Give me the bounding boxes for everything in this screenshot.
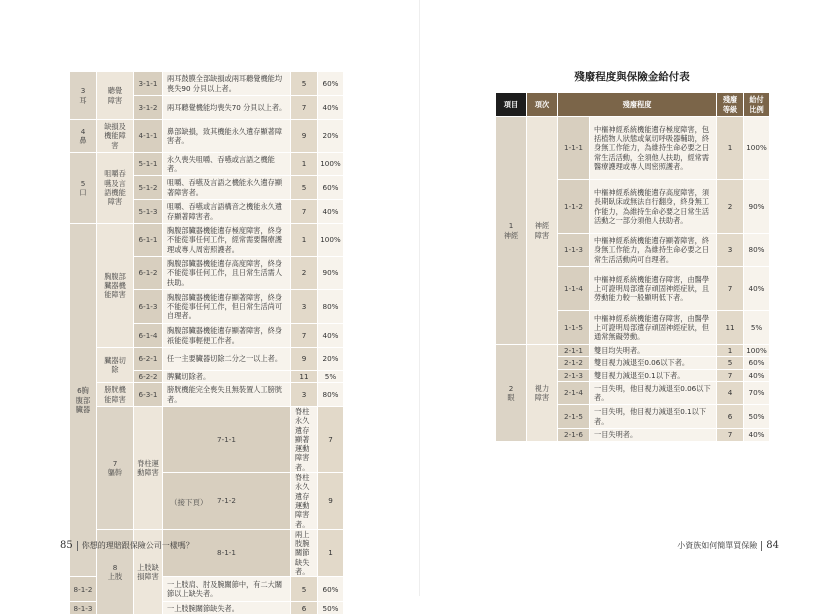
- row-pct: 40%: [318, 200, 344, 224]
- row-level: 3: [717, 234, 744, 267]
- row-pct: 5%: [744, 311, 770, 345]
- row-pct: 80%: [318, 383, 344, 407]
- row-desc: 兩耳鼓膜全部缺損或兩耳聽覺機能均喪失90 分貝以上者。: [163, 72, 291, 96]
- row-code: 6-1-3: [134, 290, 163, 324]
- row-pct: 50%: [318, 602, 344, 615]
- left-disability-table: [69, 71, 344, 615]
- header-desc: 殘廢程度: [558, 93, 717, 117]
- sub-limb-defect: 上肢缺 損障害: [134, 529, 163, 614]
- row-pct: 60%: [318, 176, 344, 200]
- right-disability-table: [495, 92, 770, 442]
- row-level: 7: [318, 407, 344, 473]
- row-code: 6-1-4: [134, 324, 163, 348]
- row-code: 2-1-6: [558, 429, 590, 442]
- row-pct: 100%: [318, 153, 344, 176]
- item-ear: 3 耳: [70, 72, 97, 120]
- row-desc: 脾臟切除者。: [163, 371, 291, 383]
- table-row: [70, 348, 344, 371]
- row-code: 5-1-2: [134, 176, 163, 200]
- row-level: 9: [318, 473, 344, 530]
- table-row: [70, 224, 344, 257]
- row-pct: 20%: [318, 120, 344, 153]
- row-desc: 胸腹部臟器機能遺存顯著障害，終身不能從事任何工作，但日常生活尚可自理者。: [163, 290, 291, 324]
- row-desc: 中樞神經系統機能遺存極度障害，包括植物人狀態或氣切呼吸器輔助，終身無工作能力，為維持生命必要之日常生活活動，全須他人扶助，經常需醫療護理或專人周密照護者。: [590, 117, 717, 180]
- row-pct: 40%: [744, 370, 770, 382]
- row-level: 7: [291, 324, 318, 348]
- row-desc: 一目失明者。: [590, 429, 717, 442]
- row-code: 2-1-2: [558, 357, 590, 370]
- row-level: 6: [291, 602, 318, 615]
- row-level: 6: [717, 405, 744, 429]
- row-pct: 40%: [318, 96, 344, 120]
- item-mouth: 5 口: [70, 153, 97, 224]
- row-pct: 60%: [318, 72, 344, 96]
- row-desc: 中樞神經系統機能遺存障害，由醫學上可證明局部遺存頑固神經症狀，但通常無礙勞動。: [590, 311, 717, 345]
- row-desc: 一目失明，他目視力減退至0.06以下者。: [590, 382, 717, 405]
- page-number-left: 85: [60, 540, 73, 551]
- row-desc: 膀胱機能完全喪失且無裝置人工膀胱者。: [163, 383, 291, 407]
- row-desc: 胸腹部臟器機能遺存高度障害，終身不能從事任何工作，且日常生活需人扶助。: [163, 257, 291, 290]
- row-level: 9: [291, 120, 318, 153]
- row-code: 4-1-1: [134, 120, 163, 153]
- row-level: 5: [291, 577, 318, 602]
- header-level: 殘廢 等級: [717, 93, 744, 117]
- row-code: 1-1-4: [558, 267, 590, 311]
- row-pct: 60%: [744, 357, 770, 370]
- row-code: 8-1-1: [163, 529, 291, 576]
- row-desc: 一上肢腕關節缺失者。: [163, 602, 291, 615]
- footer-text-left: 你想的理賠跟保險公司一樣嗎？: [81, 541, 194, 550]
- sub-organ-func: 胸腹部 臟器機 能障害: [97, 224, 134, 348]
- table-row: [70, 529, 344, 576]
- row-pct: 90%: [744, 180, 770, 234]
- row-code: 2-1-3: [558, 370, 590, 382]
- sub-bladder: 膀胱機 能障害: [97, 383, 134, 407]
- row-desc: 咀嚼、吞嚥及言語之機能永久遺存顯著障害者。: [163, 176, 291, 200]
- sub-chew: 咀嚼吞 嚥及言 語機能 障害: [97, 153, 134, 224]
- item-organs: 6胸 腹部 臟器: [70, 224, 97, 577]
- row-code: 5-1-1: [134, 153, 163, 176]
- item-upper-limb: 8 上肢: [97, 529, 134, 614]
- item-nose: 4 鼻: [70, 120, 97, 153]
- row-code: 7-1-2: [163, 473, 291, 530]
- row-pct: 100%: [744, 345, 770, 357]
- row-level: 7: [717, 429, 744, 442]
- row-code: 6-2-1: [134, 348, 163, 371]
- row-code: 6-2-2: [134, 371, 163, 383]
- row-pct: 50%: [744, 405, 770, 429]
- row-desc: 脊柱永久遺存運動障害者。: [291, 473, 318, 530]
- row-desc: 雙目視力減退至0.1以下者。: [590, 370, 717, 382]
- row-desc: 一目失明，他目視力減退至0.1以下者。: [590, 405, 717, 429]
- header-item: 項目: [496, 93, 527, 117]
- row-pct: 80%: [318, 290, 344, 324]
- row-code: 1-1-1: [558, 117, 590, 180]
- row-desc: 永久喪失咀嚼、吞嚥或言語之機能者。: [163, 153, 291, 176]
- row-pct: 60%: [318, 577, 344, 602]
- row-code: 8-1-2: [70, 577, 97, 602]
- row-desc: 任一主要臟器切除二分之一以上者。: [163, 348, 291, 371]
- item-eye: 2 眼: [496, 345, 527, 442]
- table-row: [496, 345, 770, 357]
- row-level: 4: [717, 382, 744, 405]
- row-desc: 雙目均失明者。: [590, 345, 717, 357]
- row-pct: 40%: [744, 267, 770, 311]
- row-level: 5: [717, 357, 744, 370]
- row-code: 6-3-1: [134, 383, 163, 407]
- row-desc: 兩上肢腕關節缺失者。: [291, 529, 318, 576]
- row-desc: 一上肢肩、肘及腕關節中，有二大關節以上缺失者。: [163, 577, 291, 602]
- row-code: 7-1-1: [163, 407, 291, 473]
- row-desc: 胸腹部臟器機能遺存顯著障害，終身祇能從事輕便工作者。: [163, 324, 291, 348]
- footer-text-right: 小資族如何簡單買保險: [677, 541, 758, 550]
- row-level: 3: [291, 383, 318, 407]
- row-pct: 100%: [744, 117, 770, 180]
- row-desc: 鼻部缺損，致其機能永久遺存顯著障害者。: [163, 120, 291, 153]
- row-code: 2-1-5: [558, 405, 590, 429]
- header-pct: 給付 比例: [744, 93, 770, 117]
- row-desc: 中樞神經系統機能遺存高度障害，須長期臥床或無法自行翻身，終身無工作能力，為維持生命必要之日常生活活動之一部分須他人扶助者。: [590, 180, 717, 234]
- sub-spine: 脊柱運 動障害: [134, 407, 163, 530]
- row-code: 1-1-2: [558, 180, 590, 234]
- table-row: [496, 117, 770, 180]
- row-code: 2-1-1: [558, 345, 590, 357]
- row-level: 7: [291, 200, 318, 224]
- row-level: 3: [291, 290, 318, 324]
- row-pct: 90%: [318, 257, 344, 290]
- table-header-row: [496, 93, 770, 117]
- item-nerve: 1 神經: [496, 117, 527, 345]
- table-row: [70, 72, 344, 96]
- row-level: 11: [717, 311, 744, 345]
- continue-note: （接下頁）: [170, 498, 208, 507]
- row-pct: 5%: [318, 371, 344, 383]
- row-level: 1: [291, 153, 318, 176]
- row-level: 2: [291, 257, 318, 290]
- footer-left: [60, 540, 194, 551]
- row-level: 5: [291, 176, 318, 200]
- row-pct: 100%: [318, 224, 344, 257]
- sub-nerve: 神經 障害: [527, 117, 558, 345]
- sub-organ-cut: 臟器切 除: [97, 348, 134, 383]
- row-desc: 胸腹部臟器機能遺存極度障害，終身不能從事任何工作，經常需要醫療護理或專人周密照護者。: [163, 224, 291, 257]
- page-title: 殘廢程度與保險金給付表: [574, 71, 690, 83]
- row-desc: 兩耳聽覺機能均喪失70 分貝以上者。: [163, 96, 291, 120]
- sub-hearing: 聽覺 障害: [97, 72, 134, 120]
- row-pct: 40%: [744, 429, 770, 442]
- header-code: 項次: [527, 93, 558, 117]
- row-level: 1: [717, 345, 744, 357]
- row-desc: 咀嚼、吞嚥或言語構音之機能永久遺存顯著障害者。: [163, 200, 291, 224]
- row-code: 1-1-3: [558, 234, 590, 267]
- row-code: 3-1-1: [134, 72, 163, 96]
- row-desc: 中樞神經系統機能遺存顯著障害，終身無工作能力，為維持生命必要之日常生活活動尚可自理者。: [590, 234, 717, 267]
- row-level: 7: [717, 370, 744, 382]
- item-torso: 7 軀幹: [97, 407, 134, 530]
- row-level: 1: [318, 529, 344, 576]
- sub-vision: 視力 障害: [527, 345, 558, 442]
- row-pct: 20%: [318, 348, 344, 371]
- row-level: 1: [717, 117, 744, 180]
- row-level: 5: [291, 72, 318, 96]
- row-desc: 雙目視力減退至0.06以下者。: [590, 357, 717, 370]
- row-code: 1-1-5: [558, 311, 590, 345]
- row-desc: 脊柱永久遺存顯著運動障害者。: [291, 407, 318, 473]
- table-row: [70, 407, 344, 473]
- row-level: 7: [717, 267, 744, 311]
- row-level: 9: [291, 348, 318, 371]
- row-code: 6-1-2: [134, 257, 163, 290]
- row-level: 2: [717, 180, 744, 234]
- row-pct: 70%: [744, 382, 770, 405]
- table-row: [70, 153, 344, 176]
- sub-nose-defect: 缺損及 機能障 害: [97, 120, 134, 153]
- row-code: 5-1-3: [134, 200, 163, 224]
- row-pct: 80%: [744, 234, 770, 267]
- row-code: 6-1-1: [134, 224, 163, 257]
- row-desc: 中樞神經系統機能遺存障害，由醫學上可證明局部遺存頑固神經症狀，且勞動能力較一般顯明低下者。: [590, 267, 717, 311]
- footer-divider: [77, 541, 78, 551]
- page-number-right: 84: [766, 540, 779, 551]
- row-code: 2-1-4: [558, 382, 590, 405]
- row-code: 3-1-2: [134, 96, 163, 120]
- footer-divider: [761, 541, 762, 551]
- table-row: [70, 120, 344, 153]
- row-level: 11: [291, 371, 318, 383]
- row-code: 8-1-3: [70, 602, 97, 615]
- row-pct: 40%: [318, 324, 344, 348]
- table-row: [70, 383, 344, 407]
- row-level: 1: [291, 224, 318, 257]
- row-level: 7: [291, 96, 318, 120]
- footer-right: [677, 540, 779, 551]
